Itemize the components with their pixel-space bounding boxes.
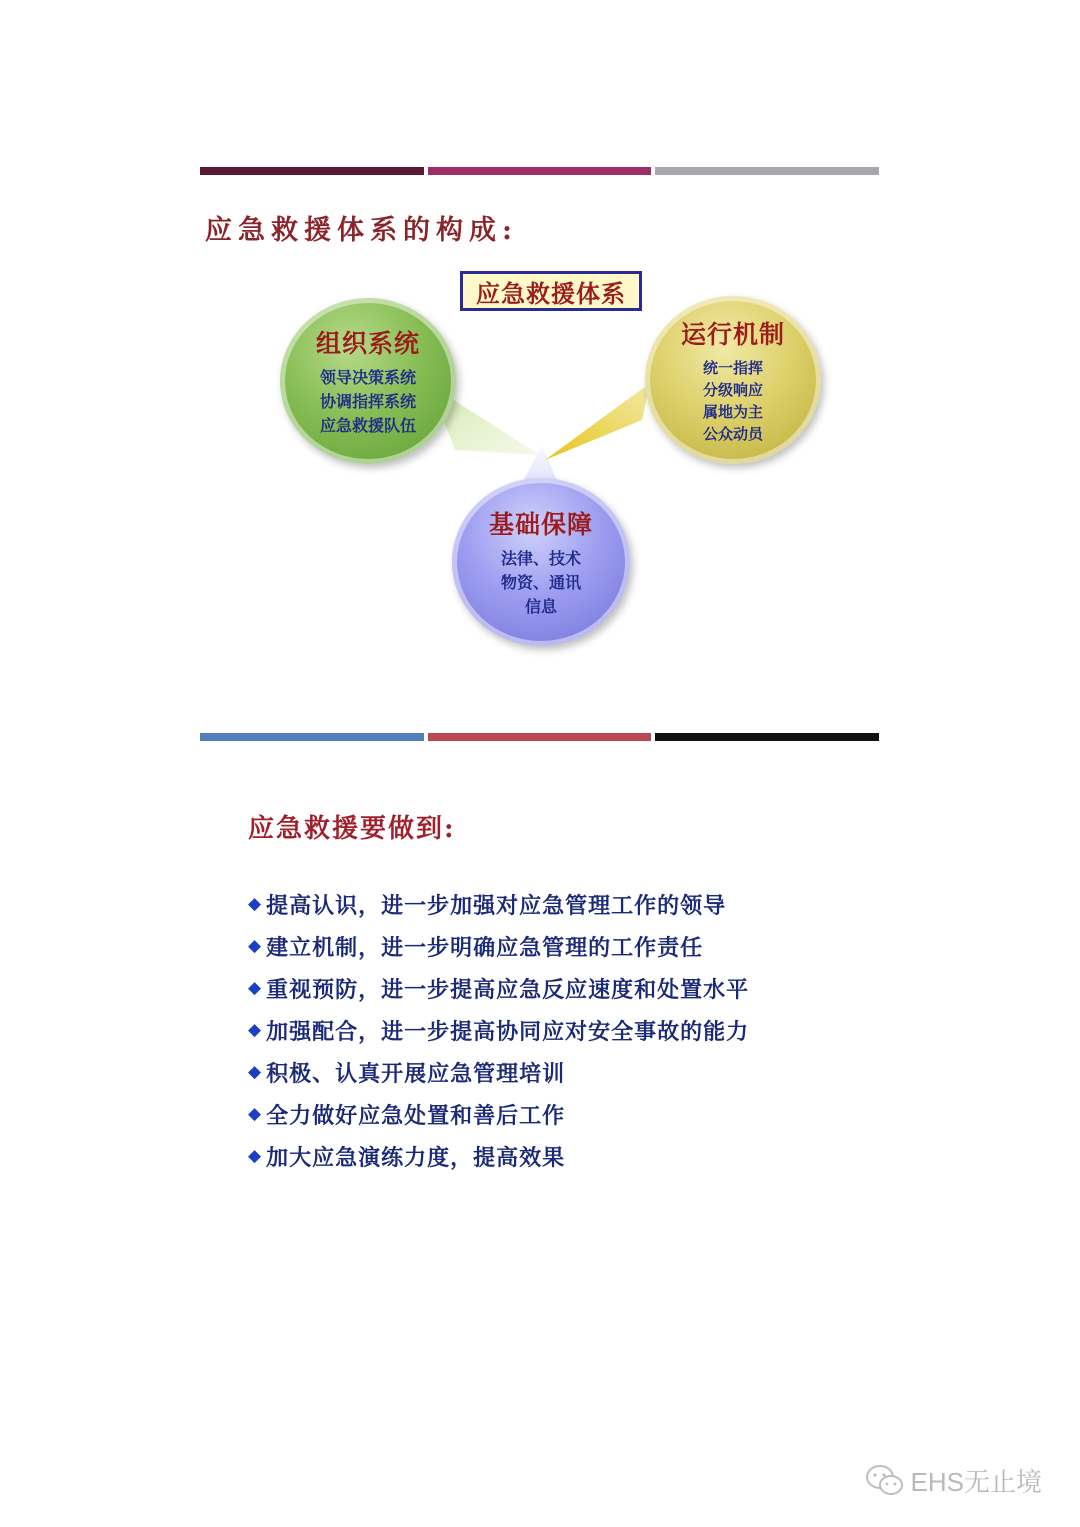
diamond-bullet-icon: ◆ (248, 936, 263, 956)
base-item: 信息 (524, 597, 557, 616)
org-system-circle (280, 298, 456, 464)
list-item (248, 1093, 749, 1135)
center-label-box (460, 271, 642, 311)
list-item (248, 1051, 749, 1093)
requirements-list (248, 883, 749, 1177)
list-item-text: 积极、认真开展应急管理培训 (266, 1060, 566, 1087)
base-item: 物资、通讯 (500, 573, 581, 592)
diamond-bullet-icon: ◆ (248, 1020, 263, 1040)
mechanism-item: 分级响应 (702, 381, 763, 399)
slide1-title: 应急救援体系的构成: (205, 215, 518, 246)
list-item-text: 全力做好应急处置和善后工作 (266, 1102, 566, 1129)
list-item-text: 建立机制，进一步明确应急管理的工作责任 (266, 934, 704, 961)
mid-bar-3 (655, 733, 879, 741)
center-label: 应急救援体系 (476, 278, 626, 308)
list-item (248, 1135, 749, 1177)
base-support-title: 基础保障 (488, 510, 593, 539)
mechanism-circle (645, 296, 821, 464)
mechanism-item: 统一指挥 (702, 359, 763, 377)
list-item-text: 加大应急演练力度，提高效果 (266, 1144, 566, 1171)
list-item-text: 提高认识，进一步加强对应急管理工作的领导 (266, 892, 727, 919)
list-item (248, 1009, 749, 1051)
diamond-bullet-icon: ◆ (248, 1062, 263, 1082)
slide2-title: 应急救援要做到: (248, 814, 456, 844)
list-item (248, 967, 749, 1009)
mid-bar-2 (428, 733, 651, 741)
diamond-bullet-icon: ◆ (248, 1104, 263, 1124)
org-item: 应急救援队伍 (319, 416, 416, 435)
list-item (248, 883, 749, 925)
org-system-title: 组织系统 (315, 329, 420, 358)
watermark-text: EHS无止境 (910, 1467, 1042, 1497)
beam-yellow (545, 383, 650, 460)
list-item-text: 加强配合，进一步提高协同应对安全事故的能力 (266, 1018, 750, 1045)
org-item: 协调指挥系统 (319, 392, 416, 411)
base-support-circle (452, 478, 630, 646)
wechat-icon (865, 1464, 905, 1498)
mechanism-title: 运行机制 (680, 320, 785, 349)
diamond-bullet-icon: ◆ (248, 1146, 263, 1166)
mid-bar-1 (200, 733, 424, 741)
list-item-text: 重视预防，进一步提高应急反应速度和处置水平 (266, 976, 750, 1003)
diamond-bullet-icon: ◆ (248, 978, 263, 998)
list-item (248, 925, 749, 967)
org-item: 领导决策系统 (319, 368, 416, 387)
watermark (865, 1462, 1042, 1499)
diamond-bullet-icon: ◆ (248, 894, 263, 914)
mechanism-item: 公众动员 (702, 425, 763, 443)
mechanism-item: 属地为主 (702, 403, 763, 421)
base-item: 法律、技术 (500, 549, 581, 568)
